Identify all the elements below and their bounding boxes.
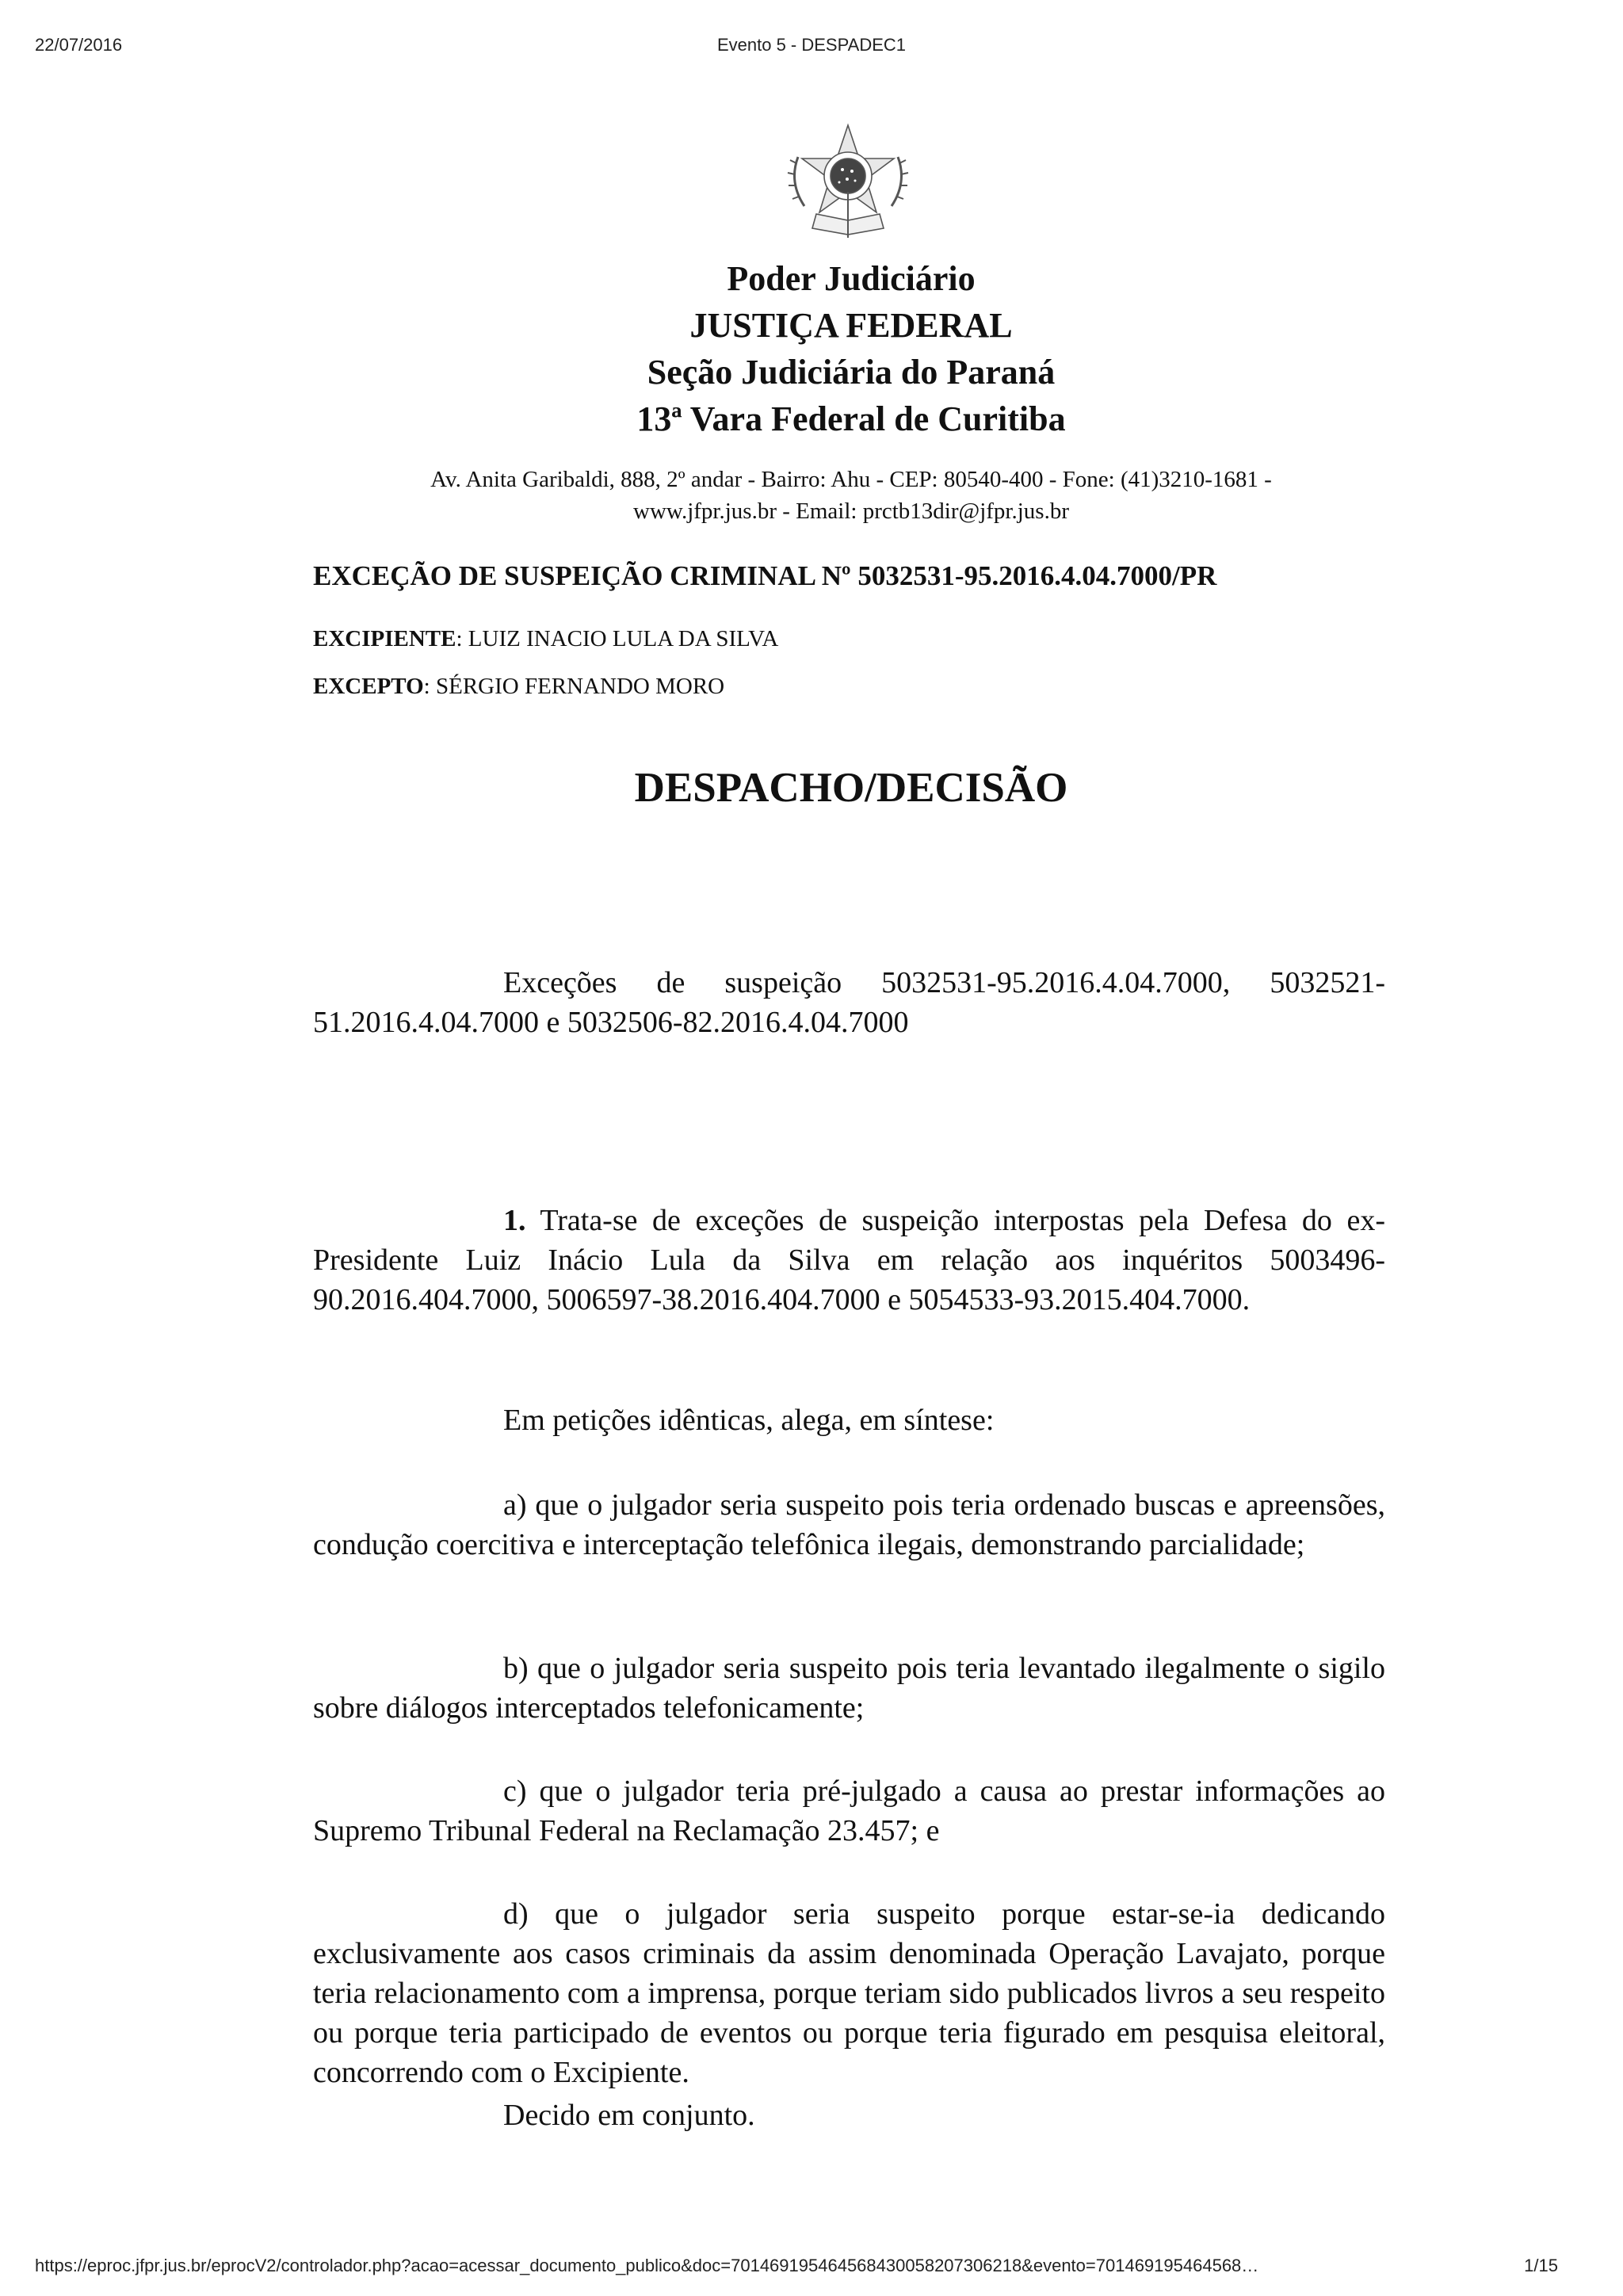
list-item-c: c) que o julgador teria pré-julgado a causa ao prestar informações ao Supremo Tribunal Federal na Reclamação 23.457; e — [313, 1775, 1385, 1847]
court-address — [238, 464, 1465, 527]
document-url: https://eproc.jfpr.jus.br/eprocV2/controlador.php?acao=acessar_documento_publico&doc=701469195464568430058207306218&evento=701469195464568… — [35, 2256, 1259, 2275]
paragraph-decido: Decido em conjunto. — [503, 2099, 755, 2132]
court-line-secao-judiciaria: Seção Judiciária do Paraná — [647, 353, 1056, 392]
list-item-d: d) que o julgador seria suspeito porque estar-se-ia dedicando exclusivamente aos casos criminais da assim denominada Operação Lavajato, porque teria relacionamento com a imprensa, porque teriam sido publicados livros a seu respeito ou porque teria participado de eventos ou porque teria figurado em pesquisa eleitoral, concorrendo com o Excipiente. — [313, 1897, 1385, 2089]
excepto-value: : SÉRGIO FERNANDO MORO — [423, 674, 725, 699]
party-excepto — [313, 674, 724, 700]
paragraph-1-number: 1. — [503, 1204, 526, 1237]
address-line-2: www.jfpr.jus.br - Email: prctb13dir@jfpr.jus.br — [633, 499, 1069, 524]
brazil-coat-of-arms-icon — [773, 119, 923, 246]
address-line-1: Av. Anita Garibaldi, 888, 2º andar - Bairro: Ahu - CEP: 80540-400 - Fone: (41)3210-1681 - — [430, 467, 1272, 492]
court-line-justica-federal: JUSTIÇA FEDERAL — [689, 306, 1013, 345]
paragraph-1 — [313, 1201, 1385, 1320]
page-number: 1/15 — [1524, 2256, 1558, 2275]
print-header — [0, 35, 1623, 59]
court-line-vara-federal: 13ª Vara Federal de Curitiba — [636, 399, 1066, 438]
list-item-b: b) que o julgador seria suspeito pois teria levantado ilegalmente o sigilo sobre diálogos interceptados telefonicamente; — [313, 1652, 1385, 1725]
case-title: EXCEÇÃO DE SUSPEIÇÃO CRIMINAL Nº 5032531-95.2016.4.04.7000/PR — [313, 560, 1217, 591]
print-title: Evento 5 - DESPADEC1 — [716, 35, 907, 55]
excepto-label: EXCEPTO — [313, 674, 424, 699]
excipiente-value: : LUIZ INACIO LULA DA SILVA — [456, 626, 779, 651]
print-date: 22/07/2016 — [35, 35, 123, 55]
court-line-poder-judiciario: Poder Judiciário — [727, 259, 976, 298]
list-item-a: a) que o julgador seria suspeito pois teria ordenado buscas e apreensões, condução coercitiva e interceptação telefônica ilegais, demonstrando parcialidade; — [313, 1488, 1385, 1561]
excipiente-label: EXCIPIENTE — [313, 626, 456, 651]
paragraph-excecoes: Exceções de suspeição 5032531-95.2016.4.04.7000, 5032521-51.2016.4.04.7000 e 5032506-82.2016.4.04.7000 — [313, 966, 1385, 1039]
print-footer — [0, 2256, 1623, 2279]
court-header — [238, 255, 1465, 442]
paragraph-1-text: Trata-se de exceções de suspeição interpostas pela Defesa do ex-Presidente Luiz Inácio Lula da Silva em relação aos inquéritos 5003496-90.2016.404.7000, 5006597-38.2016.404.7000 e 5054533-93.2015.404.7000. — [313, 1204, 1385, 1316]
paragraph-em-peticoes: Em petições idênticas, alega, em síntese: — [503, 1404, 995, 1437]
document-title: DESPACHO/DECISÃO — [634, 765, 1068, 811]
party-excipiente — [313, 626, 778, 652]
